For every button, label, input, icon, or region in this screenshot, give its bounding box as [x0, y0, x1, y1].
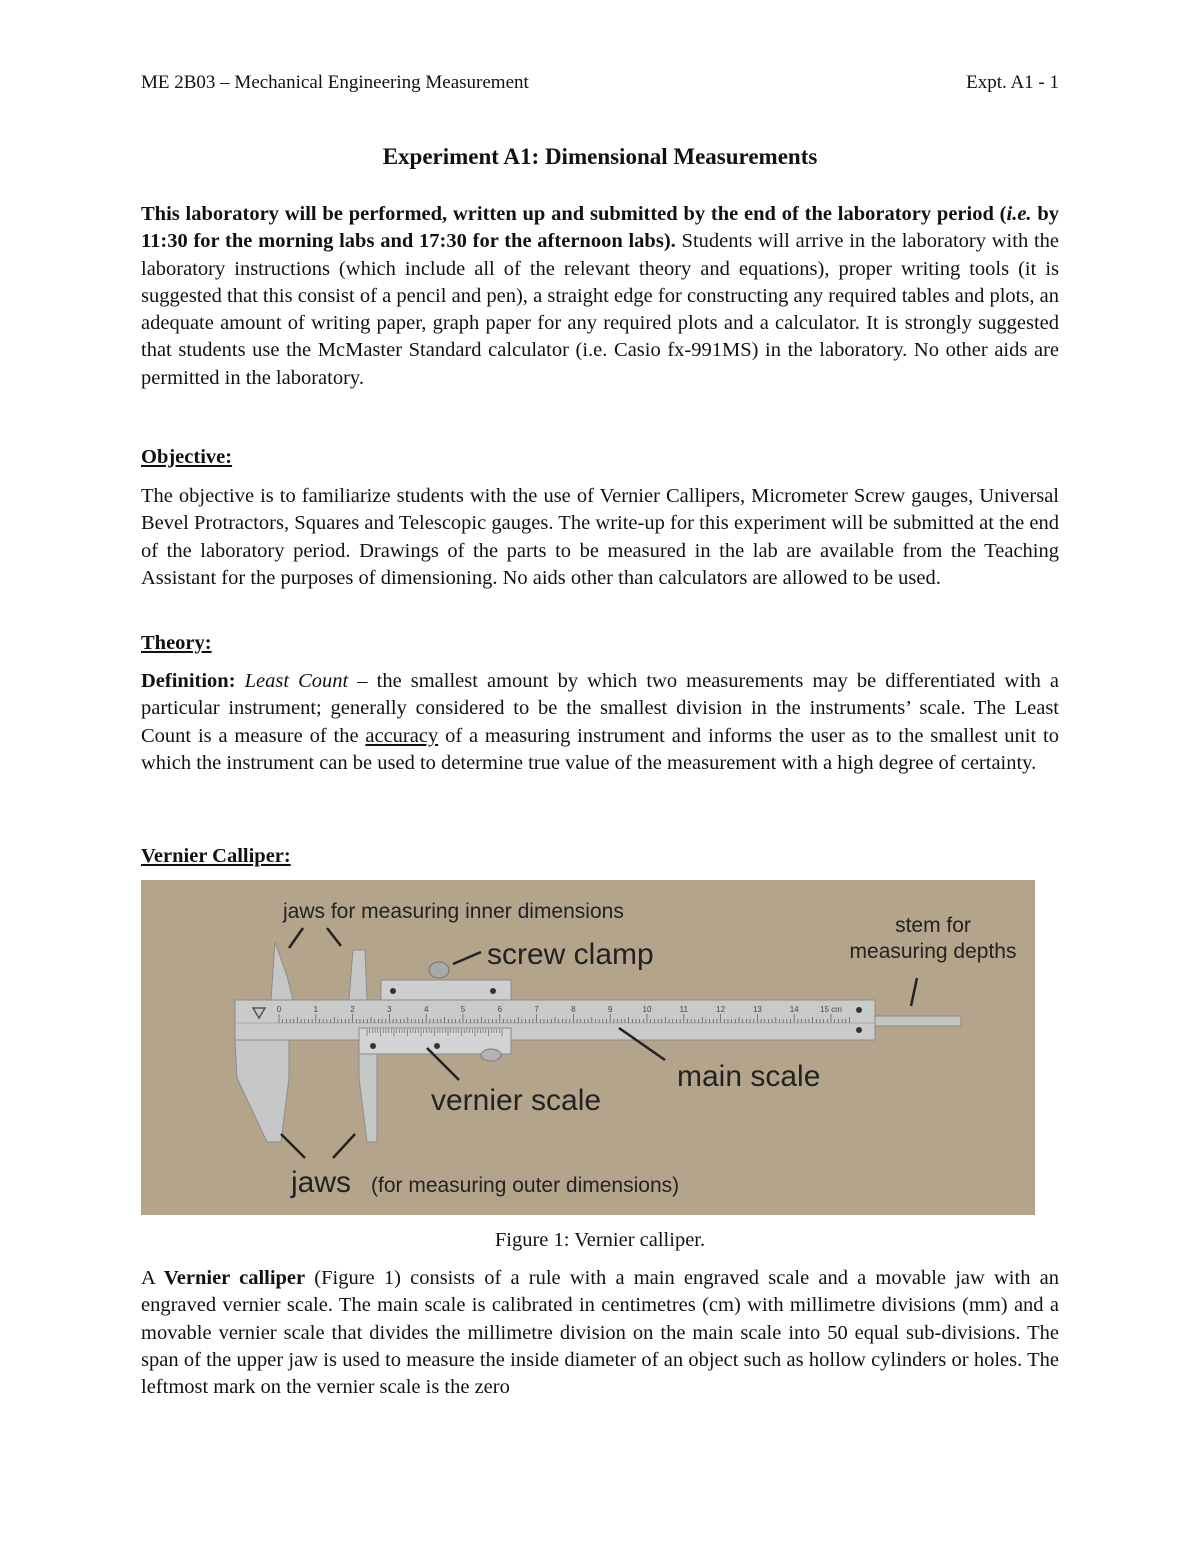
main-scale-number: 7	[534, 1005, 539, 1014]
vernier-calliper-figure	[141, 880, 1035, 1215]
main-scale-number: 3	[387, 1005, 392, 1014]
thumb-wheel	[481, 1049, 501, 1061]
main-scale-number: 0	[276, 1005, 282, 1014]
main-scale-number: 14	[789, 1005, 799, 1014]
main-scale-number: 9	[607, 1005, 613, 1014]
vernier-calliper-term: Vernier calliper	[163, 1267, 306, 1289]
vernier-text-2: (Figure 1) consists of a rule with a main engraved scale and a movable jaw with an engraved vernier scale. The main scale is calibrated in centimetres (cm) with millimetre divisions (mm) and a movable vernier scale that divides the millimetre division on the main scale into 50 equal sub-divisions. The span of the upper jaw is used to measure the inside diameter of an object such as hollow cylinders or holes. The leftmost mark on the vernier scale is the zero	[141, 1267, 1059, 1399]
document-title: Experiment A1: Dimensional Measurements	[382, 144, 818, 169]
clamp-rivet	[490, 988, 496, 994]
main-scale-number: 11	[679, 1005, 688, 1014]
main-scale-number: 1	[313, 1005, 319, 1014]
main-scale-number: 13	[752, 1005, 762, 1014]
intro-bold-text: This laboratory will be performed, written up and submitted by the end of the laboratory period (	[141, 203, 1007, 225]
main-scale-number: 12	[716, 1005, 726, 1014]
beam-rivet	[856, 1007, 862, 1013]
definition-text-2: of a measuring instrument and informs the user as to the smallest unit to which the instrument can be used to determine true value of the measurement with a high degree of certainty.	[141, 724, 1059, 774]
label-jaws: jaws	[291, 1166, 352, 1199]
label-screw-clamp: screw clamp	[487, 938, 654, 971]
label-stem-line-1: stem for	[895, 914, 971, 937]
depth-stem	[871, 1016, 961, 1026]
label-jaws-note: (for measuring outer dimensions)	[371, 1174, 680, 1197]
definition-label: Definition:	[141, 670, 236, 692]
intro-body-text: Students will arrive in the laboratory with the laboratory instructions (which include all of the relevant theory and equations), proper writing tools (it is suggested that this consist of a pencil and pen), a straight edge for constructing any required tables and plots, an adequate amount of writing paper, graph paper for any required plots and a calculator. It is strongly suggested that students use the McMaster Standard calculator (i.e. Casio fx-991MS) in the laboratory. No other aids are permitted in the laboratory.	[141, 230, 1060, 389]
slide-rivet	[370, 1043, 376, 1049]
main-scale-number: 2	[350, 1005, 355, 1014]
definition-text-1: – the smallest amount by which two measurements may be differentiated with a particular instrument; generally considered to be the smallest division in the instruments’ scale. The Least Count is a measure of the	[141, 670, 1060, 747]
theory-heading: Theory:	[141, 632, 212, 654]
main-scale-number: 8	[571, 1005, 576, 1014]
intro-bold-italic: i.e.	[1006, 203, 1032, 225]
label-stem-line-2: measuring depths	[849, 940, 1017, 963]
main-scale-number: 10	[642, 1005, 652, 1014]
label-main-scale: main scale	[677, 1060, 821, 1093]
main-scale-number: 4	[423, 1005, 429, 1014]
slide-rivet	[434, 1043, 440, 1049]
accuracy-term: accuracy	[365, 724, 439, 747]
intro-paragraph	[141, 201, 1059, 392]
beam-rivet	[856, 1027, 862, 1033]
main-scale-number: 6	[497, 1005, 503, 1014]
vernier-paragraph	[141, 1265, 1059, 1401]
label-inner-jaws: jaws for measuring inner dimensions	[283, 900, 624, 923]
header-page-number: Expt. A1 - 1	[966, 72, 1059, 93]
screw-clamp-knob	[429, 962, 449, 978]
main-scale-number: 5	[460, 1005, 466, 1014]
label-vernier-scale: vernier scale	[431, 1084, 602, 1117]
intro-bold-times: by 11:30 for the morning labs and 17:30 for the afternoon labs).	[141, 203, 1059, 253]
least-count-term: Least Count	[244, 670, 349, 692]
objective-heading: Objective:	[141, 446, 233, 468]
vernier-heading: Vernier Calliper:	[141, 845, 291, 867]
vernier-text-1: A	[141, 1267, 164, 1289]
main-scale-number: 15 cm	[820, 1005, 842, 1014]
figure-caption: Figure 1: Vernier calliper.	[494, 1229, 706, 1251]
theory-definition-paragraph	[141, 668, 1059, 777]
clamp-rivet	[390, 988, 396, 994]
header-course: ME 2B03 – Mechanical Engineering Measurement	[141, 72, 529, 93]
objective-paragraph: The objective is to familiarize students with the use of Vernier Callipers, Micrometer Screw gauges, Universal Bevel Protractors, Squares and Telescopic gauges. The write-up for this experiment will be submitted at the end of the laboratory period. Drawings of the parts to be measured in the lab are available from the Teaching Assistant for the purposes of dimensioning. No aids other than calculators are allowed to be used.	[141, 485, 1059, 589]
